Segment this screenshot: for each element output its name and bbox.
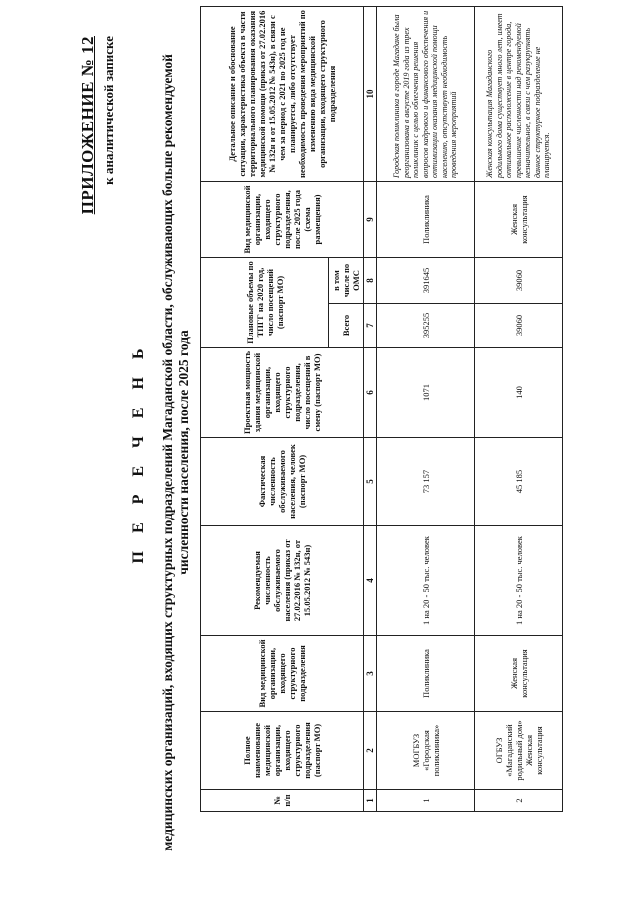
subcol-oms: в том числе по ОМС [329,258,364,304]
row-recommended: 1 на 20 - 50 тыс. человек [475,526,563,636]
organizations-table [200,6,563,812]
col-header-5: Фактическая численность обслуживаемого населения, человек (паспорт МО) [201,438,364,526]
table-row [475,7,563,812]
col-header-6: Проектная мощность здания медицинской организации, входящего структурного подразделения, число посещений в смену (паспорт МО) [201,348,364,438]
appendix-subtitle: к аналитической записке [101,36,116,185]
col-number: 6 [364,348,377,438]
col-number: 7 [364,304,377,348]
col-number: 4 [364,526,377,636]
column-numbers-row [364,7,377,812]
col-number: 2 [364,712,377,790]
row-capacity: 1071 [377,348,475,438]
row-actual: 73 157 [377,438,475,526]
header-row [201,7,329,812]
row-actual: 45 185 [475,438,563,526]
row-total: 39060 [475,304,563,348]
row-org-name: МОГБУЗ «Городская поликлиника» [377,712,475,790]
col-header-1: № п/п [201,790,364,812]
col-number: 9 [364,182,377,258]
row-num: 2 [475,790,563,812]
row-num: 1 [377,790,475,812]
col-number: 10 [364,7,377,182]
row-capacity: 140 [475,348,563,438]
col-header-9: Детальное описание и обоснование ситуации, характеристика объекта в части территориального планирования оказания медицинской помощи (приказ от 27.02.2016 № 132н и от 15.05.2012 № 543н), в связи с чем за период с 2021 по 2025 год не планируется, либо отсутствует необходимость проведения мероприятий по изменению вида медицинской организации, входящего структурного подразделения [201,7,364,182]
col-number: 3 [364,636,377,712]
col-header-8: Вид медицинской организации, входящего структурного подразделения, после 2025 года (схема размещения) [201,182,364,258]
table-row [377,7,475,812]
row-note: Городская поликлиника в городе Магадане была реорганизована в августе 2019 года из трех поликлиник с целью облегчения решения вопросов кадрового и финансового обеспечения и оптимизации оказания медицинской помощи населению, отсутствует необходимость проведения мероприятий [377,7,475,182]
row-oms: 391645 [377,258,475,304]
row-type-after: Поликлиника [377,182,475,258]
document-title: П Е Р Е Ч Е Н Ь [130,341,147,564]
appendix-label: ПРИЛОЖЕНИЕ № 12 [78,36,97,215]
col-header-2: Полное наименование медицинской организации, входящего структурного подразделения (паспорт МО) [201,712,364,790]
row-note: Женская консультация Магаданского родильного дома существует много лет, имеет оптимальное расположение в центре города, превышение численности над рекомендуемой незначительное, в связи с чем разукрупнять данное структурное подразделение не планируется. [475,7,563,182]
row-oms: 39060 [475,258,563,304]
col-header-3: Вид медицинской организации, входящего структурного подразделения [201,636,364,712]
col-number: 1 [364,790,377,812]
col-number: 5 [364,438,377,526]
document-subtitle: медицинских организаций, входящих структурных подразделений Магаданской области, обслуживающих больше рекомендуемой численности населения, после 2025 года [160,54,191,851]
row-org-type: Поликлиника [377,636,475,712]
row-total: 395255 [377,304,475,348]
col-number: 8 [364,258,377,304]
row-org-name: ОГБУЗ «Магаданский родильный дом» Женская консультация [475,712,563,790]
row-recommended: 1 на 20 - 50 тыс. человек [377,526,475,636]
subcol-total: Всего [329,304,364,348]
col-header-7: Плановые объемы по ТПГГ на 2020 год, число посещений (паспорт МО) [201,258,329,348]
row-org-type: Женская консультация [475,636,563,712]
row-type-after: Женская консультация [475,182,563,258]
col-header-4: Рекомендуемая численность обслуживаемого населения (приказ от 27.02.2016 № 132н, от 15.05.2012 № 543н) [201,526,364,636]
